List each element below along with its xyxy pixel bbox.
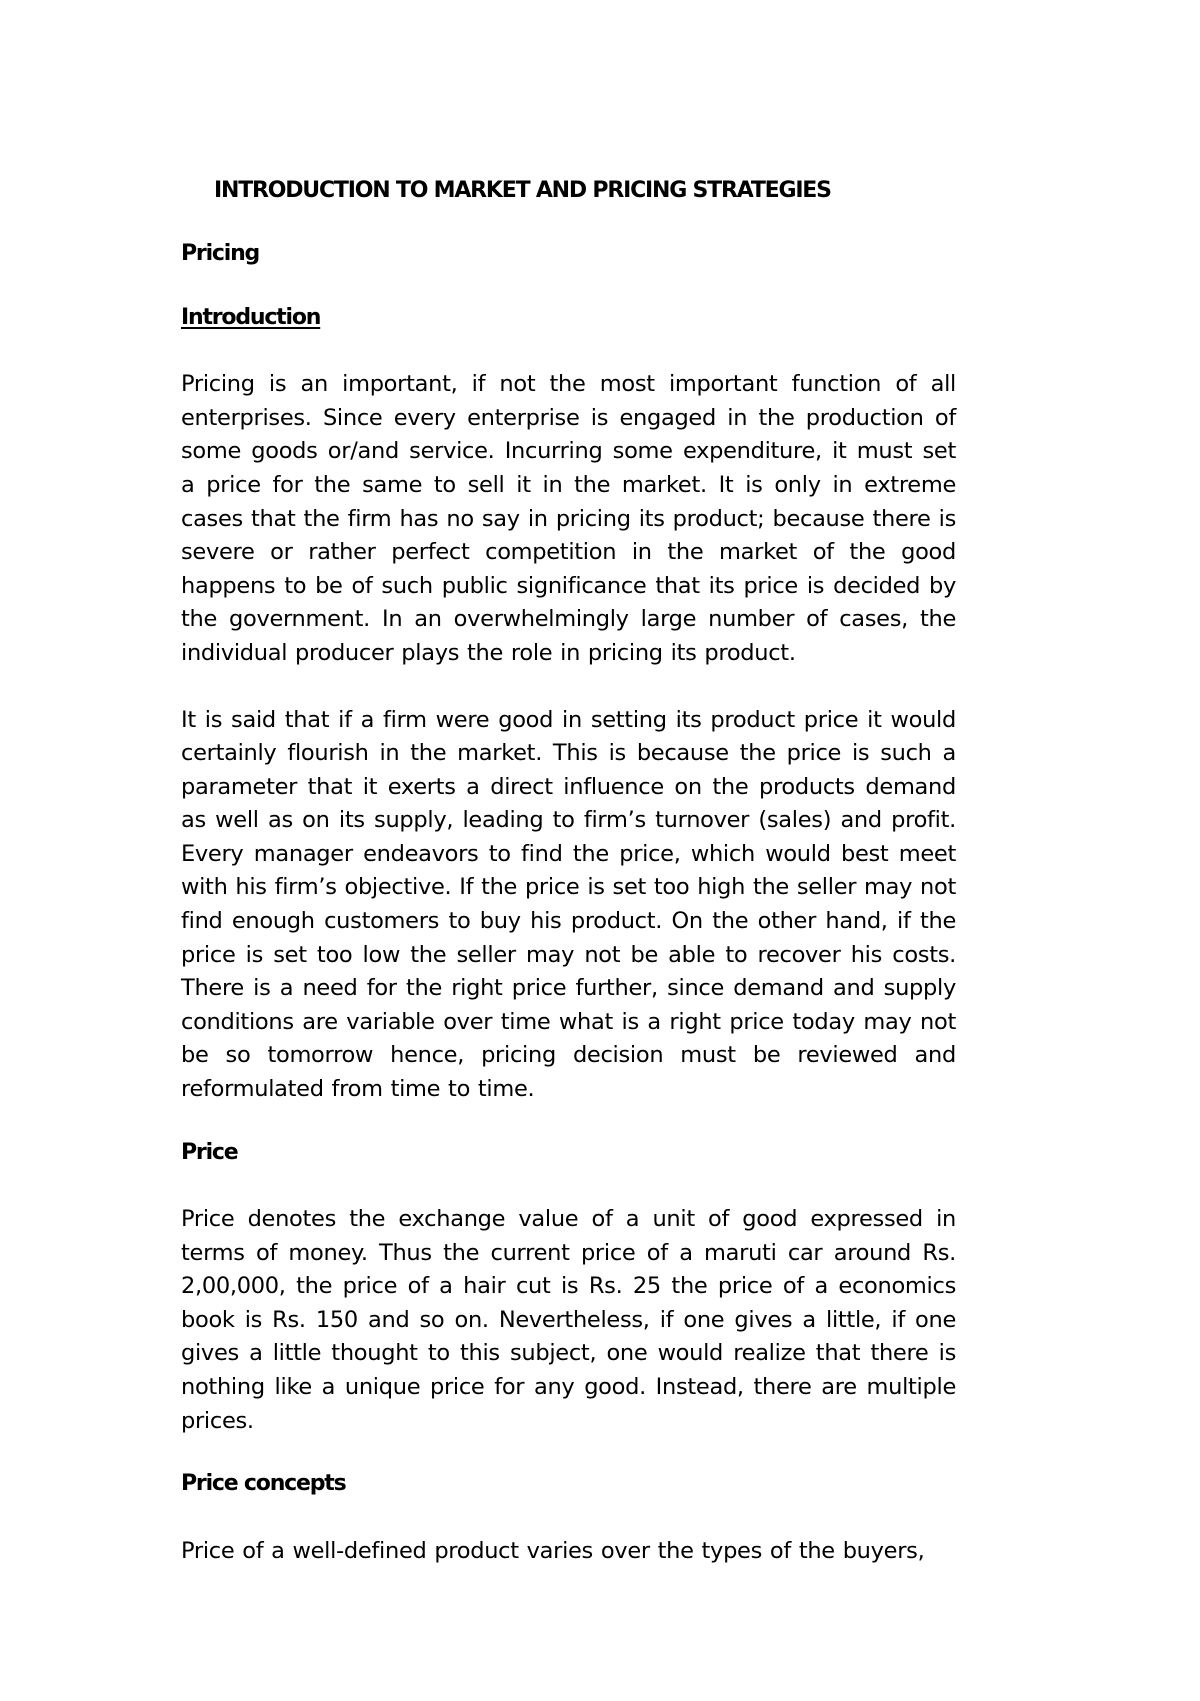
heading-price-concepts: Price concepts [181, 1471, 346, 1497]
document-body [181, 178, 956, 1568]
document-title: INTRODUCTION TO MARKET AND PRICING STRATEGIES [214, 178, 831, 203]
price-concepts-paragraph: Price of a well-defined product varies over the types of the buyers, [181, 1537, 925, 1564]
intro-paragraph-1: Pricing is an important, if not the most important function of all enterprises. Since every enterprise is engaged in the production of some goods or/and service. Incurring some expenditure, it must set a price for the same to sell it in the market. It is only in extreme cases that the firm has no say in pricing its product; because there is severe or rather perfect competition in the market of the good happens to be of such public significance that its price is decided by the government. In an overwhelmingly large number of cases, the individual producer plays the role in pricing its product. [181, 371, 956, 666]
heading-introduction: Introduction [181, 304, 321, 330]
price-paragraph: Price denotes the exchange value of a unit of good expressed in terms of money. Thus the current price of a maruti car around Rs. 2,00,000, the price of a hair cut is Rs. 25 the price of a economics book is Rs. 150 and so on. Nevertheless, if one gives a little, if one gives a little thought to this subject, one would realize that there is nothing like a unique price for any good. Instead, there are multiple prices. [181, 1206, 956, 1434]
heading-price: Price [181, 1139, 238, 1165]
intro-paragraph-2: It is said that if a firm were good in setting its product price it would certainly flourish in the market. This is because the price is such a parameter that it exerts a direct influence on the products demand as well as on its supply, leading to firm’s turnover (sales) and profit. Every manager endeavors to find the price, which would best meet with his firm’s objective. If the price is set too high the seller may not find enough customers to buy his product. On the other hand, if the price is set too low the seller may not be able to recover his costs. There is a need for the right price further, since demand and supply conditions are variable over time what is a right price today may not be so tomorrow hence, pricing decision must be reviewed and reformulated from time to time. [181, 706, 956, 1103]
heading-pricing: Pricing [181, 241, 260, 267]
